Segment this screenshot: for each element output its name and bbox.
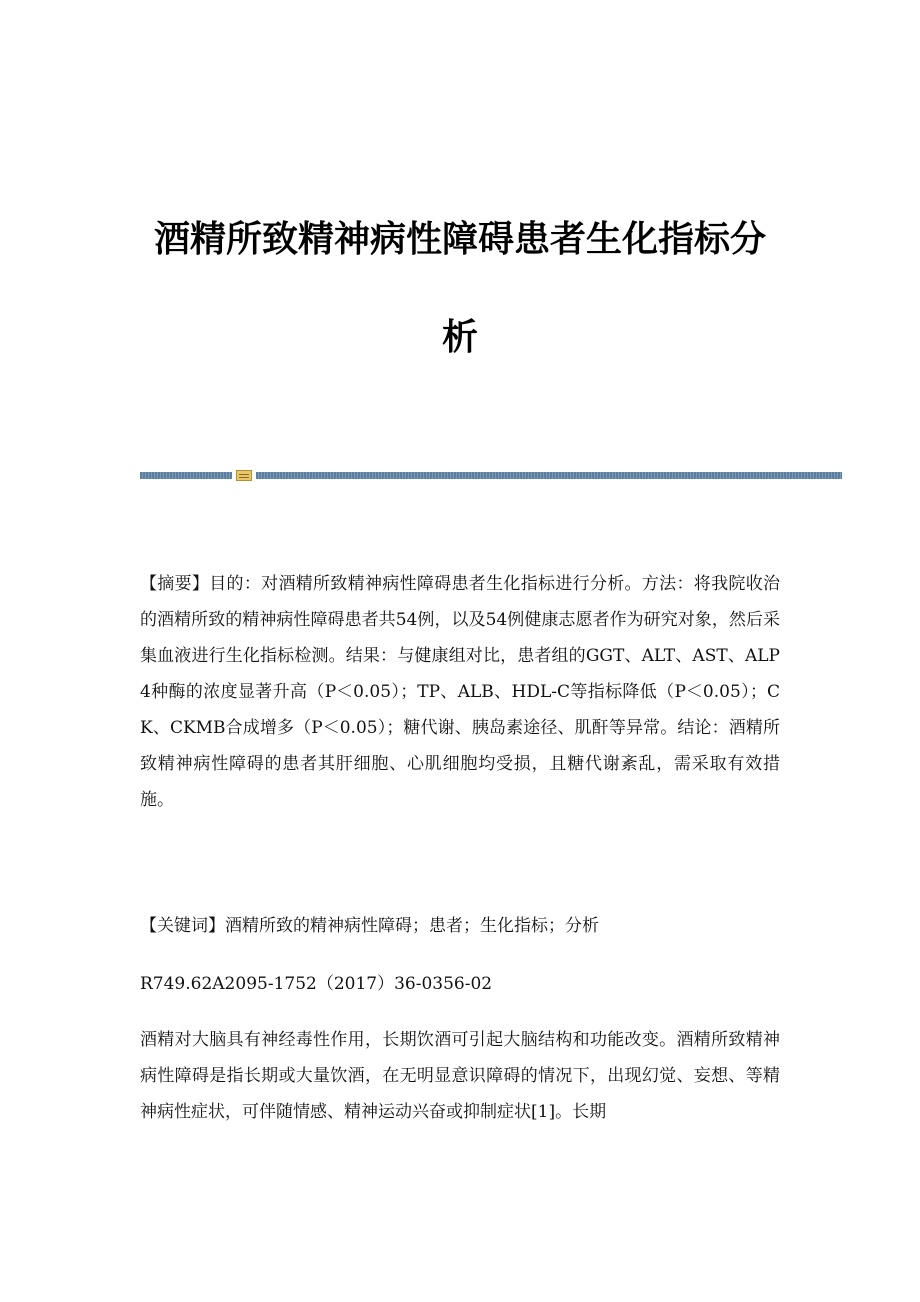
classification-number: R749.62A2095-1752（2017）36-0356-02 xyxy=(140,974,493,994)
document-title-line-1: 酒精所致精神病性障碍患者生化指标分 xyxy=(153,219,766,260)
envelope-icon xyxy=(236,470,252,481)
divider-bar-right xyxy=(256,472,842,479)
document-title-line-2: 析 xyxy=(441,317,478,358)
abstract-paragraph: 【摘要】目的：对酒精所致精神病性障碍患者生化指标进行分析。方法：将我院收治的酒精所致的精神病性障碍患者共54例，以及54例健康志愿者作为研究对象，然后采集血液进行生化指标检测。结果：与健康组对比，患者组的GGT、ALT、AST、ALP4种酶的浓度显著升高（P＜0.05）；TP、ALB、HDL-C等指标降低（P＜0.05）；CK、CKMB合成增多（P＜0.05）；糖代谢、胰岛素途径、肌酐等异常。结论：酒精所致精神病性障碍的患者其肝细胞、心肌细胞均受损，且糖代谢紊乱，需采取有效措施。 xyxy=(140,574,780,810)
divider-bar-left xyxy=(140,472,232,479)
body-paragraph: 酒精对大脑具有神经毒性作用，长期饮酒可引起大脑结构和功能改变。酒精所致精神病性障碍是指长期或大量饮酒，在无明显意识障碍的情况下，出现幻觉、妄想、等精神病性症状，可伴随情感、精神运动兴奋或抑制症状[1]。长期 xyxy=(140,1030,780,1122)
section-divider xyxy=(140,470,842,480)
keywords-line: 【关键词】酒精所致的精神病性障碍；患者；生化指标；分析 xyxy=(140,916,599,936)
